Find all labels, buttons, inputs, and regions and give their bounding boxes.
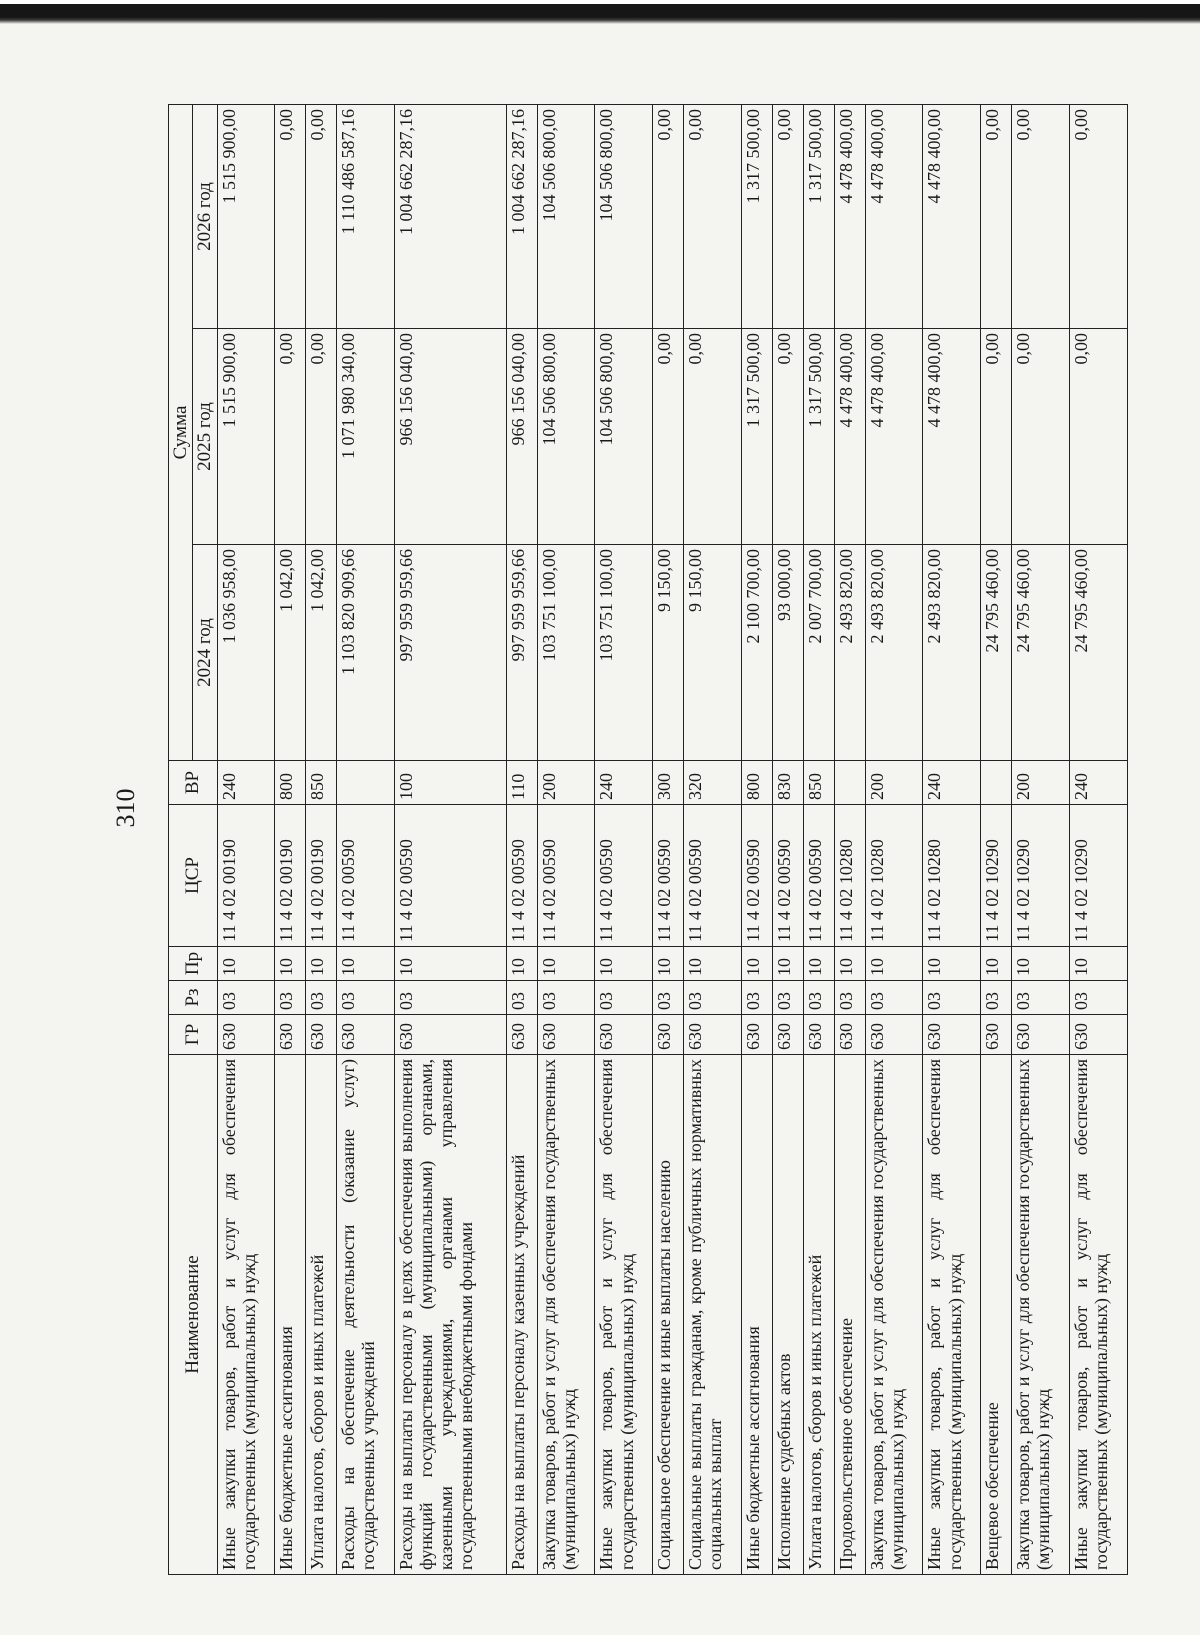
row-pr: 10 bbox=[772, 947, 803, 981]
row-sum-2025: 104 506 800,00 bbox=[595, 329, 653, 545]
table-row bbox=[741, 105, 772, 1575]
row-sum-2025: 1 515 900,00 bbox=[217, 329, 275, 545]
row-sum-2025: 0,00 bbox=[306, 329, 337, 545]
row-sum-2026: 0,00 bbox=[653, 105, 684, 329]
row-gr: 630 bbox=[217, 1015, 275, 1055]
row-sum-2024: 1 042,00 bbox=[275, 545, 306, 761]
rotated-page-content bbox=[168, 105, 1128, 1575]
row-name: Продовольственное обеспечение bbox=[834, 1055, 865, 1575]
row-rz: 03 bbox=[1069, 981, 1127, 1015]
row-pr: 10 bbox=[834, 947, 865, 981]
row-gr: 630 bbox=[923, 1015, 981, 1055]
row-vr: 110 bbox=[506, 761, 537, 805]
table-row bbox=[772, 105, 803, 1575]
row-pr: 10 bbox=[217, 947, 275, 981]
row-sum-2025: 1 317 500,00 bbox=[741, 329, 772, 545]
row-pr: 10 bbox=[275, 947, 306, 981]
header-rz: Рз bbox=[169, 981, 218, 1015]
table-row bbox=[506, 105, 537, 1575]
row-sum-2025: 1 317 500,00 bbox=[803, 329, 834, 545]
row-csr: 11 4 02 00190 bbox=[217, 805, 275, 947]
table-row bbox=[981, 105, 1012, 1575]
row-pr: 10 bbox=[981, 947, 1012, 981]
row-gr: 630 bbox=[803, 1015, 834, 1055]
row-sum-2026: 1 004 662 287,16 bbox=[395, 105, 507, 329]
row-sum-2026: 4 478 400,00 bbox=[923, 105, 981, 329]
table-header bbox=[169, 105, 218, 1575]
row-name: Исполнение судебных актов bbox=[772, 1055, 803, 1575]
row-name: Закупка товаров, работ и услуг для обеспечения государственных (муниципальных) нужд bbox=[865, 1055, 923, 1575]
row-pr: 10 bbox=[506, 947, 537, 981]
row-csr: 11 4 02 00190 bbox=[275, 805, 306, 947]
row-csr: 11 4 02 00590 bbox=[595, 805, 653, 947]
row-gr: 630 bbox=[1069, 1015, 1127, 1055]
row-name: Закупка товаров, работ и услуг для обеспечения государственных (муниципальных) нужд bbox=[537, 1055, 595, 1575]
row-name: Уплата налогов, сборов и иных платежей bbox=[803, 1055, 834, 1575]
row-pr: 10 bbox=[537, 947, 595, 981]
row-csr: 11 4 02 00590 bbox=[803, 805, 834, 947]
row-vr: 240 bbox=[1069, 761, 1127, 805]
row-sum-2025: 0,00 bbox=[981, 329, 1012, 545]
row-rz: 03 bbox=[834, 981, 865, 1015]
row-sum-2026: 4 478 400,00 bbox=[834, 105, 865, 329]
row-vr bbox=[834, 761, 865, 805]
row-rz: 03 bbox=[217, 981, 275, 1015]
row-gr: 630 bbox=[537, 1015, 595, 1055]
row-sum-2024: 1 103 820 909,66 bbox=[337, 545, 395, 761]
row-pr: 10 bbox=[1012, 947, 1070, 981]
row-pr: 10 bbox=[306, 947, 337, 981]
row-csr: 11 4 02 00590 bbox=[395, 805, 507, 947]
row-sum-2024: 24 795 460,00 bbox=[1012, 545, 1070, 761]
row-sum-2024: 1 036 958,00 bbox=[217, 545, 275, 761]
row-vr bbox=[337, 761, 395, 805]
row-gr: 630 bbox=[684, 1015, 742, 1055]
table-row bbox=[684, 105, 742, 1575]
row-pr: 10 bbox=[395, 947, 507, 981]
row-sum-2026: 0,00 bbox=[1069, 105, 1127, 329]
row-sum-2024: 9 150,00 bbox=[653, 545, 684, 761]
row-rz: 03 bbox=[741, 981, 772, 1015]
row-pr: 10 bbox=[741, 947, 772, 981]
row-sum-2025: 0,00 bbox=[684, 329, 742, 545]
row-sum-2024: 2 493 820,00 bbox=[923, 545, 981, 761]
header-pr: Пр bbox=[169, 947, 218, 981]
row-sum-2025: 104 506 800,00 bbox=[537, 329, 595, 545]
row-sum-2025: 4 478 400,00 bbox=[923, 329, 981, 545]
row-gr: 630 bbox=[834, 1015, 865, 1055]
header-2024: 2024 год bbox=[193, 545, 217, 761]
row-name: Иные бюджетные ассигнования bbox=[275, 1055, 306, 1575]
table-row bbox=[803, 105, 834, 1575]
row-rz: 03 bbox=[772, 981, 803, 1015]
row-rz: 03 bbox=[865, 981, 923, 1015]
row-sum-2025: 0,00 bbox=[275, 329, 306, 545]
row-name: Расходы на выплаты персоналу в целях обеспечения выполнения функций государственными (муниципальными) органами, казенными учреждениями, органами управления государственными внебюджетными фондами bbox=[395, 1055, 507, 1575]
row-sum-2025: 0,00 bbox=[1012, 329, 1070, 545]
row-sum-2025: 0,00 bbox=[772, 329, 803, 545]
row-sum-2024: 2 007 700,00 bbox=[803, 545, 834, 761]
row-gr: 630 bbox=[1012, 1015, 1070, 1055]
header-gr: ГР bbox=[169, 1015, 218, 1055]
row-vr: 850 bbox=[803, 761, 834, 805]
table-row bbox=[865, 105, 923, 1575]
row-gr: 630 bbox=[306, 1015, 337, 1055]
row-pr: 10 bbox=[865, 947, 923, 981]
budget-table bbox=[168, 104, 1128, 1575]
row-vr: 200 bbox=[865, 761, 923, 805]
header-2025: 2025 год bbox=[193, 329, 217, 545]
row-name: Иные закупки товаров, работ и услуг для обеспечения государственных (муниципальных) нужд bbox=[217, 1055, 275, 1575]
row-vr: 830 bbox=[772, 761, 803, 805]
row-gr: 630 bbox=[275, 1015, 306, 1055]
row-sum-2026: 104 506 800,00 bbox=[595, 105, 653, 329]
table-row bbox=[337, 105, 395, 1575]
row-rz: 03 bbox=[684, 981, 742, 1015]
row-sum-2024: 2 100 700,00 bbox=[741, 545, 772, 761]
row-vr: 100 bbox=[395, 761, 507, 805]
row-gr: 630 bbox=[337, 1015, 395, 1055]
row-vr: 240 bbox=[923, 761, 981, 805]
row-sum-2025: 4 478 400,00 bbox=[834, 329, 865, 545]
row-gr: 630 bbox=[981, 1015, 1012, 1055]
row-rz: 03 bbox=[537, 981, 595, 1015]
row-vr: 200 bbox=[537, 761, 595, 805]
header-csr: ЦСР bbox=[169, 805, 218, 947]
header-sum: Сумма bbox=[169, 105, 193, 761]
row-pr: 10 bbox=[684, 947, 742, 981]
table-row bbox=[537, 105, 595, 1575]
row-sum-2025: 966 156 040,00 bbox=[506, 329, 537, 545]
row-sum-2026: 1 317 500,00 bbox=[803, 105, 834, 329]
row-vr: 320 bbox=[684, 761, 742, 805]
row-sum-2026: 1 110 486 587,16 bbox=[337, 105, 395, 329]
row-csr: 11 4 02 10280 bbox=[865, 805, 923, 947]
row-name: Иные закупки товаров, работ и услуг для обеспечения государственных (муниципальных) нужд bbox=[595, 1055, 653, 1575]
scan-top-edge bbox=[0, 0, 1200, 26]
row-sum-2026: 1 515 900,00 bbox=[217, 105, 275, 329]
row-sum-2026: 104 506 800,00 bbox=[537, 105, 595, 329]
row-sum-2024: 103 751 100,00 bbox=[537, 545, 595, 761]
row-rz: 03 bbox=[1012, 981, 1070, 1015]
row-sum-2024: 9 150,00 bbox=[684, 545, 742, 761]
table-row bbox=[306, 105, 337, 1575]
row-pr: 10 bbox=[803, 947, 834, 981]
row-sum-2026: 0,00 bbox=[981, 105, 1012, 329]
row-name: Вещевое обеспечение bbox=[981, 1055, 1012, 1575]
row-pr: 10 bbox=[1069, 947, 1127, 981]
row-rz: 03 bbox=[306, 981, 337, 1015]
row-sum-2026: 0,00 bbox=[306, 105, 337, 329]
row-csr: 11 4 02 10290 bbox=[981, 805, 1012, 947]
row-name: Расходы на выплаты персоналу казенных учреждений bbox=[506, 1055, 537, 1575]
row-rz: 03 bbox=[506, 981, 537, 1015]
row-vr: 200 bbox=[1012, 761, 1070, 805]
row-csr: 11 4 02 00590 bbox=[506, 805, 537, 947]
row-name: Закупка товаров, работ и услуг для обеспечения государственных (муниципальных) нужд bbox=[1012, 1055, 1070, 1575]
row-csr: 11 4 02 00590 bbox=[772, 805, 803, 947]
row-csr: 11 4 02 00590 bbox=[741, 805, 772, 947]
row-rz: 03 bbox=[803, 981, 834, 1015]
row-sum-2024: 1 042,00 bbox=[306, 545, 337, 761]
row-pr: 10 bbox=[653, 947, 684, 981]
row-name: Иные закупки товаров, работ и услуг для обеспечения государственных (муниципальных) нужд bbox=[923, 1055, 981, 1575]
row-vr: 240 bbox=[595, 761, 653, 805]
row-vr: 300 bbox=[653, 761, 684, 805]
row-rz: 03 bbox=[981, 981, 1012, 1015]
row-vr: 800 bbox=[275, 761, 306, 805]
table-row bbox=[275, 105, 306, 1575]
row-csr: 11 4 02 10290 bbox=[1069, 805, 1127, 947]
row-name: Социальные выплаты гражданам, кроме публичных нормативных социальных выплат bbox=[684, 1055, 742, 1575]
row-sum-2025: 0,00 bbox=[1069, 329, 1127, 545]
row-sum-2024: 93 000,00 bbox=[772, 545, 803, 761]
row-name: Иные бюджетные ассигнования bbox=[741, 1055, 772, 1575]
row-sum-2024: 103 751 100,00 bbox=[595, 545, 653, 761]
row-name: Иные закупки товаров, работ и услуг для обеспечения государственных (муниципальных) нужд bbox=[1069, 1055, 1127, 1575]
table-row bbox=[217, 105, 275, 1575]
row-sum-2026: 0,00 bbox=[684, 105, 742, 329]
header-name: Наименование bbox=[169, 1055, 218, 1575]
row-rz: 03 bbox=[337, 981, 395, 1015]
row-sum-2024: 997 959 959,66 bbox=[506, 545, 537, 761]
row-csr: 11 4 02 00590 bbox=[684, 805, 742, 947]
table-row bbox=[923, 105, 981, 1575]
table-row bbox=[1069, 105, 1127, 1575]
row-sum-2025: 0,00 bbox=[653, 329, 684, 545]
row-vr: 240 bbox=[217, 761, 275, 805]
row-sum-2026: 1 317 500,00 bbox=[741, 105, 772, 329]
page-number: 310 bbox=[111, 788, 140, 828]
row-csr: 11 4 02 00190 bbox=[306, 805, 337, 947]
row-sum-2024: 2 493 820,00 bbox=[865, 545, 923, 761]
row-rz: 03 bbox=[395, 981, 507, 1015]
row-sum-2024: 997 959 959,66 bbox=[395, 545, 507, 761]
table-row bbox=[834, 105, 865, 1575]
table-row bbox=[595, 105, 653, 1575]
header-2026: 2026 год bbox=[193, 105, 217, 329]
row-gr: 630 bbox=[595, 1015, 653, 1055]
row-sum-2026: 1 004 662 287,16 bbox=[506, 105, 537, 329]
row-csr: 11 4 02 00590 bbox=[337, 805, 395, 947]
row-pr: 10 bbox=[595, 947, 653, 981]
row-gr: 630 bbox=[741, 1015, 772, 1055]
row-vr bbox=[981, 761, 1012, 805]
row-gr: 630 bbox=[865, 1015, 923, 1055]
table-row bbox=[395, 105, 507, 1575]
row-csr: 11 4 02 10280 bbox=[834, 805, 865, 947]
table-row bbox=[653, 105, 684, 1575]
row-sum-2025: 4 478 400,00 bbox=[865, 329, 923, 545]
header-vr: ВР bbox=[169, 761, 218, 805]
row-sum-2024: 24 795 460,00 bbox=[1069, 545, 1127, 761]
row-sum-2026: 0,00 bbox=[1012, 105, 1070, 329]
row-sum-2024: 24 795 460,00 bbox=[981, 545, 1012, 761]
row-rz: 03 bbox=[595, 981, 653, 1015]
row-csr: 11 4 02 00590 bbox=[653, 805, 684, 947]
row-sum-2024: 2 493 820,00 bbox=[834, 545, 865, 761]
row-sum-2026: 0,00 bbox=[772, 105, 803, 329]
row-csr: 11 4 02 00590 bbox=[537, 805, 595, 947]
row-rz: 03 bbox=[653, 981, 684, 1015]
row-gr: 630 bbox=[506, 1015, 537, 1055]
row-name: Социальное обеспечение и иные выплаты населению bbox=[653, 1055, 684, 1575]
row-rz: 03 bbox=[923, 981, 981, 1015]
row-sum-2025: 966 156 040,00 bbox=[395, 329, 507, 545]
row-gr: 630 bbox=[653, 1015, 684, 1055]
row-sum-2025: 1 071 980 340,00 bbox=[337, 329, 395, 545]
row-gr: 630 bbox=[772, 1015, 803, 1055]
row-name: Расходы на обеспечение деятельности (оказание услуг) государственных учреждений bbox=[337, 1055, 395, 1575]
table-row bbox=[1012, 105, 1070, 1575]
row-vr: 800 bbox=[741, 761, 772, 805]
row-pr: 10 bbox=[337, 947, 395, 981]
row-name: Уплата налогов, сборов и иных платежей bbox=[306, 1055, 337, 1575]
row-csr: 11 4 02 10290 bbox=[1012, 805, 1070, 947]
row-rz: 03 bbox=[275, 981, 306, 1015]
row-gr: 630 bbox=[395, 1015, 507, 1055]
row-csr: 11 4 02 10280 bbox=[923, 805, 981, 947]
row-sum-2026: 4 478 400,00 bbox=[865, 105, 923, 329]
row-sum-2026: 0,00 bbox=[275, 105, 306, 329]
row-pr: 10 bbox=[923, 947, 981, 981]
row-vr: 850 bbox=[306, 761, 337, 805]
table-body bbox=[217, 105, 1127, 1575]
